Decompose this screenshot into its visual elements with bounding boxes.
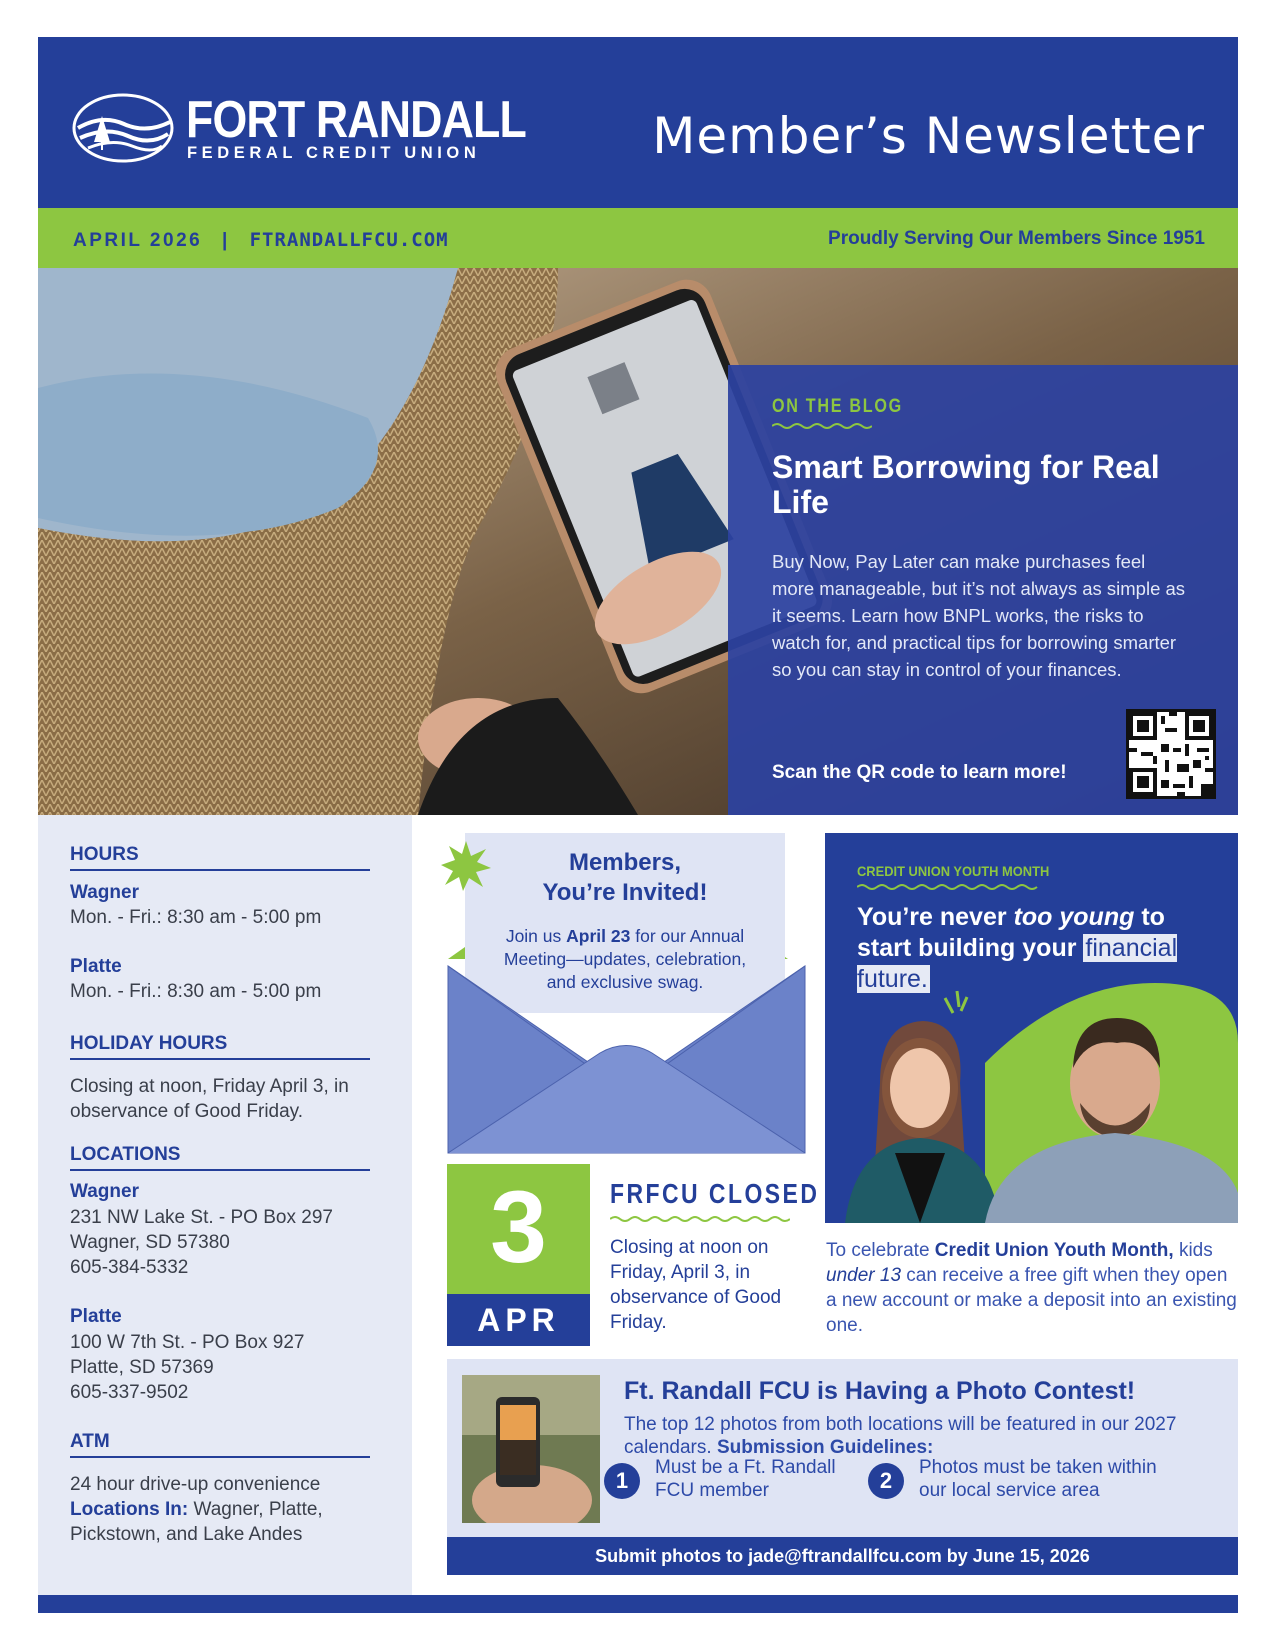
logo-subtitle: FEDERAL CREDIT UNION [187, 144, 481, 162]
atm-convenience: 24 hour drive-up convenience [70, 1474, 321, 1495]
date-day: 3 [490, 1170, 547, 1284]
hours-heading: HOURS [70, 844, 139, 865]
invite-date: April 23 [566, 926, 631, 946]
banner-tagline: Proudly Serving Our Members Since 1951 [828, 228, 1205, 249]
website-link[interactable]: FTRANDALLFCU.COM [249, 229, 449, 251]
phone-camera-illustration [462, 1375, 600, 1523]
invite-body-pre: Join us [505, 926, 562, 946]
guideline-1: Must be a Ft. Randall FCU member [655, 1457, 836, 1501]
youth-body-pre: To celebrate [826, 1240, 930, 1261]
newsletter-title: Member’s Newsletter [652, 107, 1205, 165]
youth-eyebrow: CREDIT UNION YOUTH MONTH [857, 863, 1050, 879]
youth-month-panel [825, 833, 1238, 1223]
locations-divider [70, 1169, 370, 1171]
location-wagner-address: 231 NW Lake St. - PO Box 297 [70, 1207, 333, 1228]
locations-heading: LOCATIONS [70, 1144, 181, 1165]
atm-locations: Wagner, Platte, Pickstown, and Lake Andes [70, 1499, 323, 1545]
holiday-text: Closing at noon, Friday April 3, in observance of Good Friday. [70, 1076, 349, 1122]
location-platte-name: Platte [70, 1306, 122, 1327]
wavy-divider-icon [610, 1215, 790, 1223]
invite-title-line1: Members, [568, 849, 682, 876]
blog-cta: Scan the QR code to learn more! [772, 762, 1067, 783]
hours-platte-time: Mon. - Fri.: 8:30 am - 5:00 pm [70, 981, 322, 1002]
hours-wagner-time: Mon. - Fri.: 8:30 am - 5:00 pm [70, 907, 322, 928]
youth-photo-illustration [825, 833, 1238, 1223]
blog-eyebrow: ON THE BLOG [772, 396, 903, 417]
atm-divider [70, 1456, 370, 1458]
invite-body [490, 925, 760, 994]
guidelines-label: Submission Guidelines: [716, 1437, 934, 1458]
invite-body-post: for our Annual Meeting—updates, celebration, and exclusive swag. [503, 926, 747, 992]
wavy-divider-icon [772, 422, 872, 430]
hours-wagner-name: Wagner [70, 882, 139, 903]
youth-headline-italic: too young [1013, 903, 1135, 931]
blog-body: Buy Now, Pay Later can make purchases feel more manageable, but it’s not always as simple as it seems. Learn how BNPL works, the risks to watch for, and practical tips for borrowing smarter so you can stay in control of your finances. [772, 551, 1186, 680]
guideline-2: Photos must be taken within our local service area [919, 1457, 1157, 1501]
invite-title [465, 848, 785, 908]
location-wagner-phone[interactable]: 605-384-5332 [70, 1257, 189, 1278]
closed-body: Closing at noon on Friday, April 3, in observance of Good Friday. [610, 1237, 782, 1333]
photo-contest-body [624, 1413, 1224, 1459]
location-platte-address: 100 W 7th St. - PO Box 927 [70, 1332, 305, 1353]
issue-date: APRIL 2026 [73, 230, 203, 251]
youth-headline-part1: You’re never [857, 903, 1007, 931]
photo-contest-image [462, 1375, 600, 1523]
guideline-number-2: 2 [868, 1463, 904, 1499]
closed-title: FRFCU CLOSED [610, 1178, 820, 1209]
location-platte-phone[interactable]: 605-337-9502 [70, 1382, 189, 1403]
banner-separator: | [221, 230, 230, 251]
location-wagner-city: Wagner, SD 57380 [70, 1232, 230, 1253]
submit-photos-banner[interactable]: Submit photos to jade@ftrandallfcu.com by June 15, 2026 [447, 1537, 1238, 1575]
hours-divider [70, 869, 370, 871]
photo-contest-title: Ft. Randall FCU is Having a Photo Contest! [624, 1377, 1136, 1405]
atm-heading: ATM [70, 1431, 110, 1452]
invite-title-line2: You’re Invited! [542, 879, 708, 906]
photo-contest-desc: The top 12 photos from both locations will be featured in our 2027 calendars. [624, 1414, 1177, 1458]
youth-body-post: can receive a free gift when they open a new account or make a deposit into an existing one. [826, 1265, 1237, 1336]
youth-headline-part2: to start building your [857, 903, 1165, 962]
qr-code-icon[interactable] [1126, 709, 1216, 799]
holiday-heading: HOLIDAY HOURS [70, 1033, 228, 1054]
holiday-divider [70, 1058, 370, 1060]
location-platte-city: Platte, SD 57369 [70, 1357, 214, 1378]
wavy-divider-icon [857, 883, 1042, 891]
youth-body-bold: Credit Union Youth Month, [934, 1240, 1174, 1261]
guideline-number-1: 1 [604, 1463, 640, 1499]
youth-body-mid: kids [1178, 1240, 1213, 1261]
location-wagner-name: Wagner [70, 1181, 139, 1202]
qr-code-graphic [1129, 712, 1213, 796]
footer-bar [38, 1595, 1238, 1613]
youth-body [826, 1238, 1238, 1338]
issue-and-site [73, 229, 449, 252]
youth-headline-highlight: financial future. [857, 934, 1178, 993]
hours-platte-name: Platte [70, 956, 122, 977]
youth-headline [857, 902, 1217, 995]
date-month: APR [477, 1302, 560, 1338]
atm-text [70, 1472, 370, 1547]
logo-wordmark: FORT RANDALL [186, 91, 526, 149]
atm-locations-label: Locations In: [70, 1499, 189, 1520]
youth-body-italic: under 13 [826, 1265, 902, 1286]
fort-randall-logo-icon [72, 92, 174, 164]
blog-title[interactable]: Smart Borrowing for Real Life [772, 449, 1160, 520]
